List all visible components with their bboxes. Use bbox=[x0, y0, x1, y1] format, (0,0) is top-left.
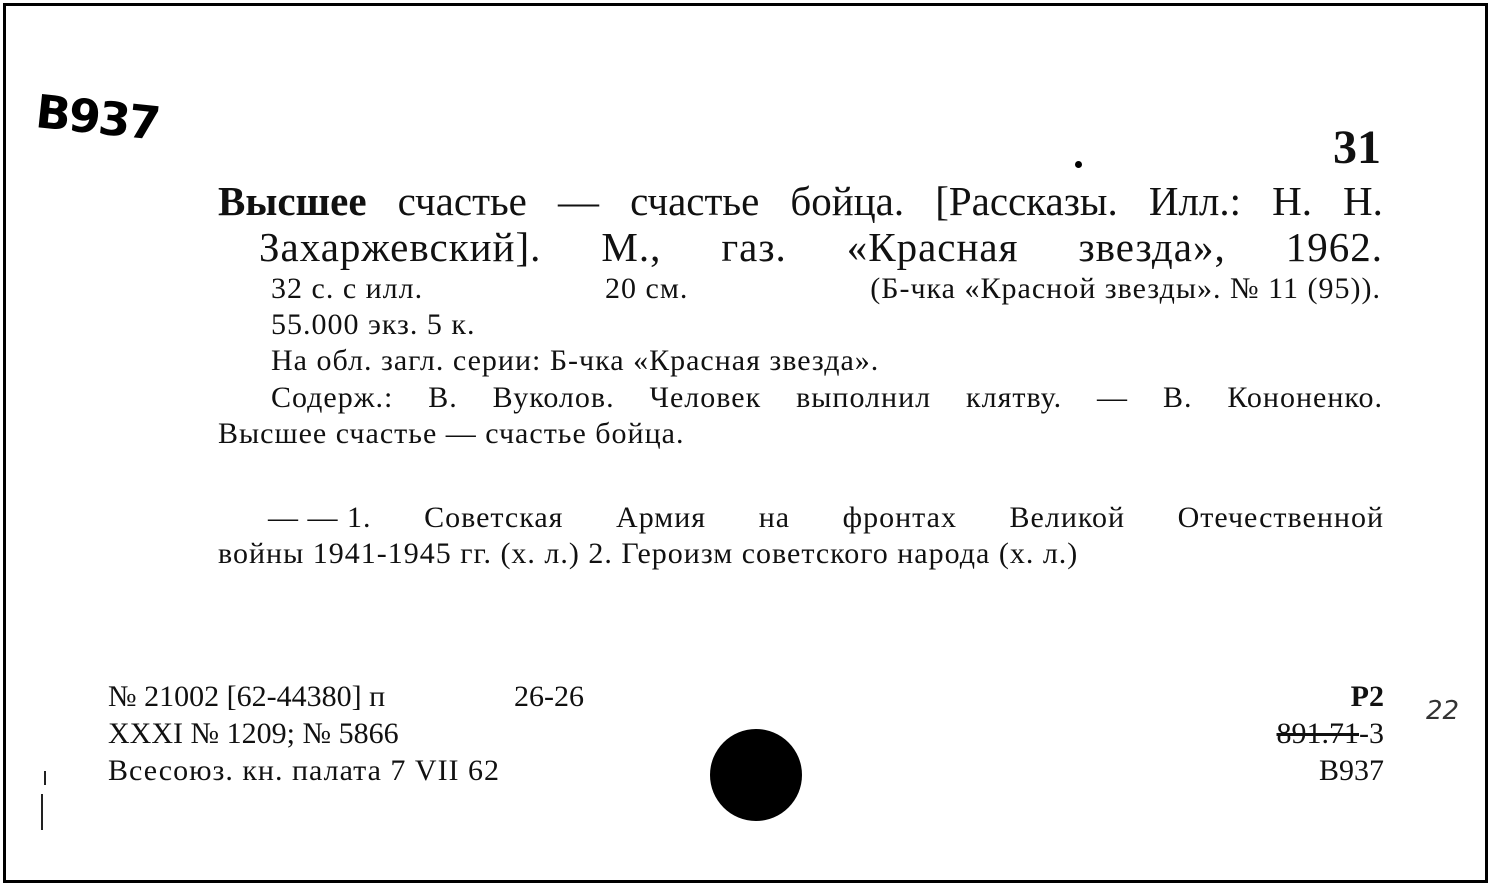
imprint-order-number: № 21002 [62-44380] п bbox=[108, 680, 386, 713]
catalog-card bbox=[3, 3, 1488, 883]
contents-word: Вуколов. bbox=[492, 381, 615, 414]
title-word: счастье bbox=[397, 178, 527, 224]
title-word: счастье bbox=[630, 178, 760, 224]
pub-word: «Красная bbox=[846, 224, 1019, 270]
subject-word: Советская bbox=[424, 501, 564, 534]
contents-word: Кононенко. bbox=[1227, 381, 1383, 414]
size: 20 см. bbox=[605, 272, 689, 305]
title-word: — bbox=[557, 178, 599, 224]
title-line bbox=[218, 178, 1383, 224]
contents-line bbox=[271, 383, 1383, 413]
subject-word: — — 1. bbox=[268, 501, 372, 534]
series: (Б-чка «Красной звезды». № 11 (95)). bbox=[870, 272, 1381, 305]
physical-description-line bbox=[271, 274, 1381, 304]
handwritten-call-number: В937 bbox=[33, 84, 162, 151]
print-run: 55.000 экз. 5 к. bbox=[271, 308, 476, 341]
card-number: 31 bbox=[1333, 121, 1381, 174]
title-word: Н. bbox=[1272, 178, 1312, 224]
handwritten-margin-note: 22 bbox=[1426, 696, 1460, 726]
struck-code: 891.71 bbox=[1276, 717, 1359, 750]
subject-headings-line bbox=[268, 503, 1384, 533]
pages: 32 с. с илл. bbox=[271, 272, 424, 305]
contents-word: Человек bbox=[649, 381, 762, 414]
contents-word: клятву. bbox=[966, 381, 1063, 414]
illustrator-name: Захаржевский]. bbox=[259, 224, 542, 270]
imprint-chamber: Всесоюз. кн. палата 7 VII 62 bbox=[108, 754, 501, 787]
subject-headings-continued: войны 1941-1945 гг. (х. л.) 2. Героизм советского народа (х. л.) bbox=[218, 537, 1079, 570]
pencil-mark bbox=[41, 794, 43, 830]
title-word: Илл.: bbox=[1148, 178, 1241, 224]
publication-line bbox=[259, 224, 1383, 270]
contents-continued: Высшее счастье — счастье бойца. bbox=[218, 417, 685, 450]
title-word: Н. bbox=[1343, 178, 1383, 224]
pub-word: газ. bbox=[721, 224, 787, 270]
title-word: бойца. bbox=[790, 178, 905, 224]
contents-word: выполнил bbox=[796, 381, 932, 414]
cover-note: На обл. загл. серии: Б-чка «Красная звезда». bbox=[271, 344, 880, 377]
title-word-bold: Высшее bbox=[218, 178, 367, 224]
imprint-registry: XXXI № 1209; № 5866 bbox=[108, 717, 399, 750]
subject-word: Великой bbox=[1009, 501, 1126, 534]
punch-hole bbox=[710, 729, 802, 821]
classification-code-1: Р2 bbox=[1350, 680, 1384, 713]
code-suffix: -3 bbox=[1359, 717, 1384, 750]
pub-word: М., bbox=[601, 224, 662, 270]
subject-word: Армия bbox=[616, 501, 707, 534]
classification-code-3: В937 bbox=[1318, 754, 1384, 787]
ink-dot bbox=[1075, 161, 1082, 168]
subject-word: фронтах bbox=[842, 501, 957, 534]
contents-word: — bbox=[1097, 381, 1129, 414]
pub-word: звезда», bbox=[1078, 224, 1226, 270]
pencil-mark bbox=[44, 771, 46, 785]
title-word: [Рассказы. bbox=[935, 178, 1118, 224]
subject-word: Отечественной bbox=[1177, 501, 1384, 534]
contents-word: В. bbox=[1162, 381, 1193, 414]
contents-word: Содерж.: bbox=[271, 381, 394, 414]
subject-word: на bbox=[758, 501, 791, 534]
contents-word: В. bbox=[428, 381, 458, 414]
imprint-code: 26-26 bbox=[514, 680, 584, 713]
classification-code-2 bbox=[1206, 719, 1384, 749]
pub-year: 1962. bbox=[1285, 224, 1383, 270]
